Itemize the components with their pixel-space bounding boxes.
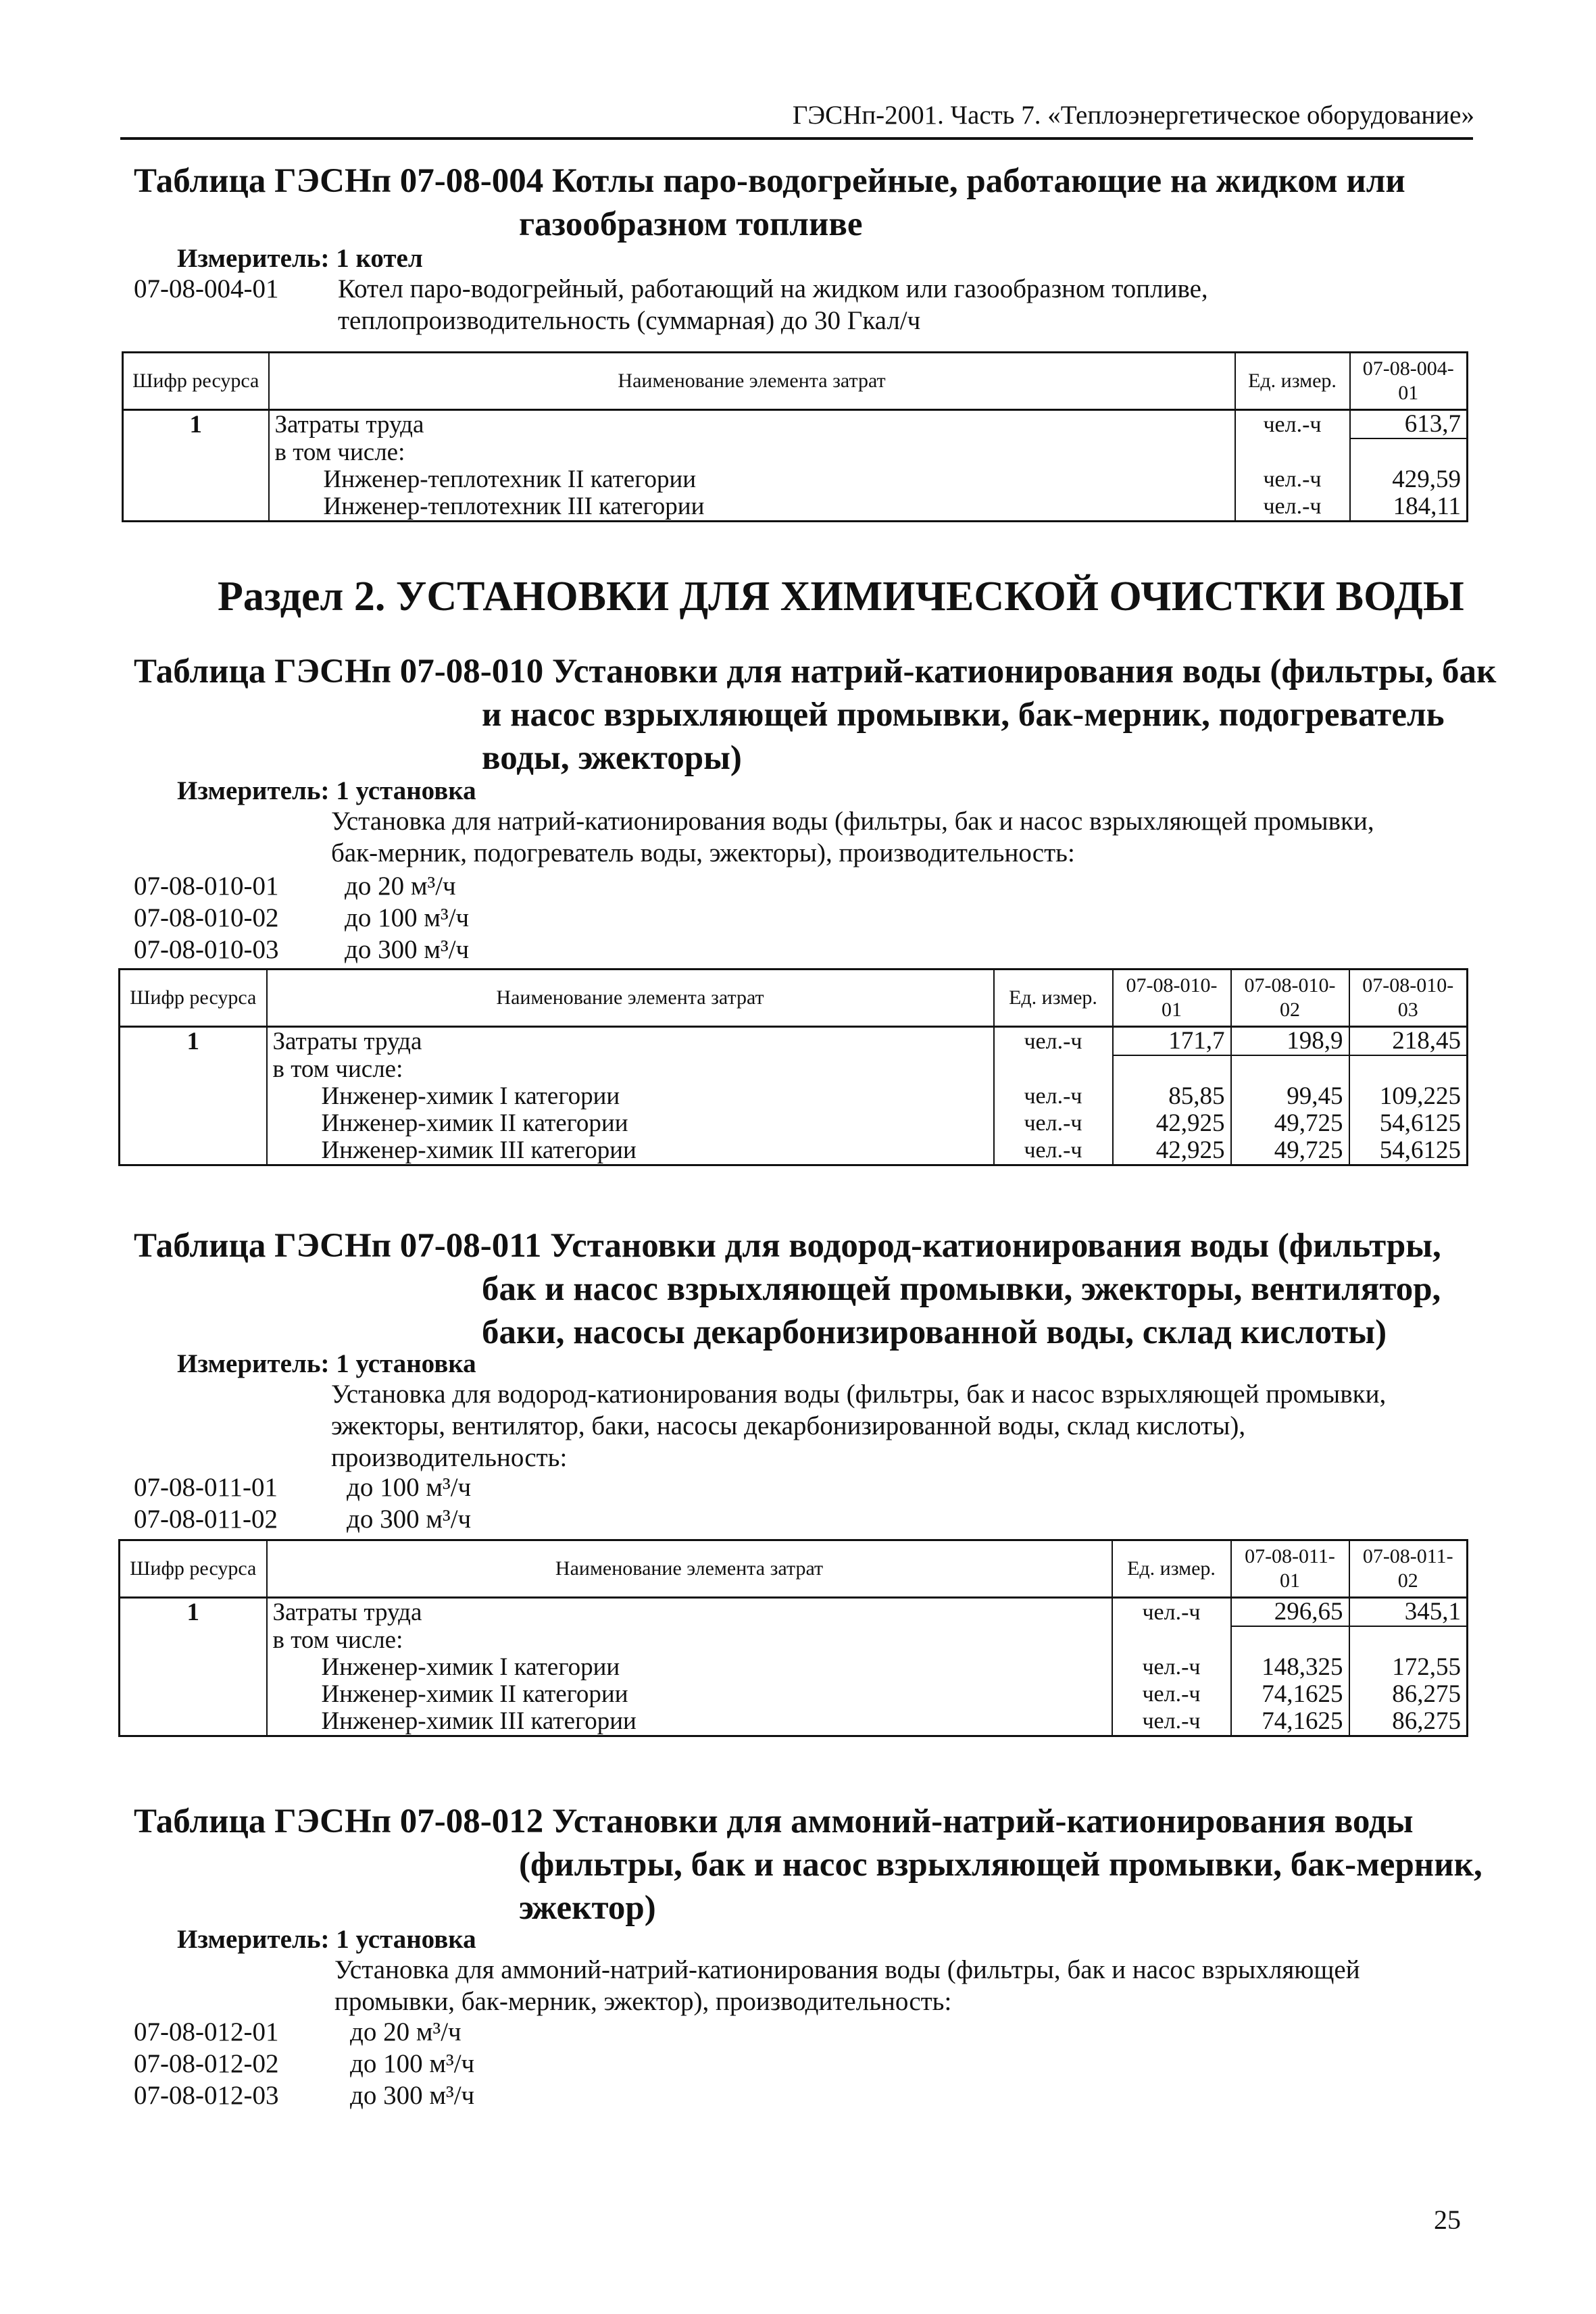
table-010-desc-line2: бак-мерник, подогреватель воды, эжекторы), производительность:	[331, 838, 1075, 867]
table-012-desc-line1: Установка для аммоний-натрий-катионирования воды (фильтры, бак и насос взрыхляющей	[334, 1955, 1360, 1984]
cell-value: 198,9	[1231, 1027, 1349, 1056]
col-header-unit: Ед. измер.	[1235, 353, 1350, 410]
cell-name: Инженер-теплотехник III категории	[269, 493, 1235, 522]
cell-value: 99,45	[1231, 1083, 1349, 1110]
item-code: 07-08-012-02	[134, 2049, 279, 2078]
cell-value: 613,7	[1350, 410, 1468, 439]
cell-name: Инженер-химик III категории	[267, 1708, 1112, 1736]
cell-value	[1231, 1055, 1349, 1083]
cell-name: Инженер-химик I категории	[267, 1083, 994, 1110]
cell-value: 429,59	[1350, 466, 1468, 493]
table-row	[120, 1027, 1468, 1056]
cell-value: 85,85	[1113, 1083, 1231, 1110]
cell-name: Затраты труда	[267, 1027, 994, 1056]
item-code: 07-08-010-01	[134, 872, 279, 901]
table-row	[120, 1055, 1468, 1083]
table-010-desc	[331, 805, 1374, 869]
cell-code	[120, 1083, 267, 1110]
item-code: 07-08-011-01	[134, 1473, 278, 1502]
cell-code	[123, 438, 269, 466]
header-rule	[120, 137, 1473, 140]
table-row	[120, 1681, 1468, 1708]
table-011-title-line2: бак и насос взрыхляющей промывки, эжекторы, вентилятор,	[482, 1270, 1441, 1308]
cell-value	[1113, 1055, 1231, 1083]
cell-value: 42,925	[1113, 1110, 1231, 1137]
col-header-010-02: 07-08-010-02	[1231, 970, 1349, 1027]
cell-value: 86,275	[1349, 1681, 1468, 1708]
cell-unit: чел.-ч	[1112, 1708, 1231, 1736]
list-item	[134, 2048, 474, 2080]
cell-code	[120, 1055, 267, 1083]
table-011-desc	[331, 1378, 1386, 1474]
cell-name: Инженер-химик II категории	[267, 1681, 1112, 1708]
cell-name: в том числе:	[267, 1626, 1112, 1654]
table-004-grid	[122, 351, 1468, 522]
col-header-name: Наименование элемента затрат	[267, 1540, 1112, 1598]
col-header-name: Наименование элемента затрат	[269, 353, 1235, 410]
table-011-title	[134, 1224, 1441, 1354]
list-item	[134, 870, 469, 902]
cell-value: 42,925	[1113, 1137, 1231, 1165]
table-row	[120, 1110, 1468, 1137]
col-header-010-01: 07-08-010-01	[1113, 970, 1231, 1027]
col-header-004-01: 07-08-004-01	[1350, 353, 1468, 410]
table-011-items	[134, 1472, 471, 1535]
cell-value: 54,6125	[1349, 1137, 1468, 1165]
cell-value: 218,45	[1349, 1027, 1468, 1056]
table-010-title-line2: и насос взрыхляющей промывки, бак-мерник, подогреватель	[482, 696, 1445, 734]
cell-value: 74,1625	[1231, 1708, 1349, 1736]
cell-code	[123, 466, 269, 493]
table-004-desc	[338, 273, 1208, 336]
item-code: 07-08-012-03	[134, 2081, 279, 2110]
cell-code	[123, 493, 269, 522]
cell-unit: чел.-ч	[1112, 1654, 1231, 1681]
item-code: 07-08-011-02	[134, 1505, 278, 1534]
cell-value: 49,725	[1231, 1110, 1349, 1137]
list-item	[134, 1503, 471, 1535]
table-010-items	[134, 870, 469, 965]
cell-unit: чел.-ч	[994, 1083, 1113, 1110]
cell-unit	[1112, 1626, 1231, 1654]
table-004-title-line1: Таблица ГЭСНп 07-08-004 Котлы паро-водогрейные, работающие на жидком или	[134, 162, 1405, 200]
table-010-title-line3: воды, эжекторы)	[482, 739, 742, 777]
list-item	[134, 2016, 474, 2048]
table-010-title-line1: Таблица ГЭСНп 07-08-010 Установки для натрий-катионирования воды (фильтры, бак	[134, 653, 1497, 690]
table-012-title	[134, 1800, 1482, 1930]
table-row	[123, 438, 1468, 466]
cell-name: Инженер-химик II категории	[267, 1110, 994, 1137]
cell-code	[120, 1681, 267, 1708]
list-item	[134, 902, 469, 934]
cell-name: Инженер-химик I категории	[267, 1654, 1112, 1681]
table-011-desc-line1: Установка для водород-катионирования воды (фильтры, бак и насос взрыхляющей промывки,	[331, 1380, 1387, 1409]
table-011-grid	[118, 1539, 1468, 1737]
cell-value: 109,225	[1349, 1083, 1468, 1110]
table-011-meter: Измеритель: 1 установка	[177, 1349, 476, 1378]
cell-unit	[1235, 438, 1350, 466]
cell-value	[1350, 438, 1468, 466]
cell-name: Затраты труда	[267, 1598, 1112, 1627]
table-010-meter: Измеритель: 1 установка	[177, 776, 476, 805]
table-row	[123, 466, 1468, 493]
cell-unit: чел.-ч	[994, 1137, 1113, 1165]
table-012-title-line1: Таблица ГЭСНп 07-08-012 Установки для аммоний-натрий-катионирования воды	[134, 1803, 1414, 1840]
table-row	[120, 1626, 1468, 1654]
table-row	[120, 1654, 1468, 1681]
cell-unit: чел.-ч	[1112, 1598, 1231, 1627]
cell-code	[120, 1626, 267, 1654]
cell-unit: чел.-ч	[994, 1027, 1113, 1056]
cell-value	[1349, 1055, 1468, 1083]
cell-name: в том числе:	[267, 1055, 994, 1083]
cell-value: 148,325	[1231, 1654, 1349, 1681]
running-header: ГЭСНп-2001. Часть 7. «Теплоэнергетическое оборудование»	[792, 101, 1474, 130]
table-row	[123, 493, 1468, 522]
list-item	[134, 934, 469, 965]
cell-value	[1231, 1626, 1349, 1654]
cell-value: 345,1	[1349, 1598, 1468, 1627]
cell-code: 1	[123, 410, 269, 439]
table-010-desc-line1: Установка для натрий-катионирования воды (фильтры, бак и насос взрыхляющей промывки,	[331, 807, 1374, 836]
cell-value: 86,275	[1349, 1708, 1468, 1736]
cell-value: 171,7	[1113, 1027, 1231, 1056]
cell-code	[120, 1708, 267, 1736]
table-004-title	[134, 159, 1405, 246]
table-004-code: 07-08-004-01	[134, 274, 279, 303]
table-010-grid	[118, 968, 1468, 1166]
table-row	[120, 1708, 1468, 1736]
table-012-title-line3: эжектор)	[519, 1889, 656, 1927]
cell-code	[120, 1110, 267, 1137]
item-text: до 100 м³/ч	[345, 903, 470, 932]
cell-name: Затраты труда	[269, 410, 1235, 439]
cell-unit: чел.-ч	[1235, 493, 1350, 522]
section-2-title: Раздел 2. УСТАНОВКИ ДЛЯ ХИМИЧЕСКОЙ ОЧИСТКИ ВОДЫ	[218, 574, 1464, 620]
cell-unit: чел.-ч	[1112, 1681, 1231, 1708]
cell-name: Инженер-теплотехник II категории	[269, 466, 1235, 493]
table-004-desc-line2: теплопроизводительность (суммарная) до 30 Гкал/ч	[338, 306, 921, 335]
col-header-unit: Ед. измер.	[1112, 1540, 1231, 1598]
cell-name: в том числе:	[269, 438, 1235, 466]
cell-code	[120, 1654, 267, 1681]
list-item	[134, 1472, 471, 1503]
cell-unit: чел.-ч	[1235, 410, 1350, 439]
cell-code: 1	[120, 1027, 267, 1056]
table-011-desc-line2: эжекторы, вентилятор, баки, насосы декарбонизированной воды, склад кислоты),	[331, 1411, 1246, 1440]
table-011-title-line1: Таблица ГЭСНп 07-08-011 Установки для водород-катионирования воды (фильтры,	[134, 1227, 1441, 1265]
list-item	[134, 2080, 474, 2111]
table-004-meter: Измеритель: 1 котел	[177, 244, 423, 273]
cell-unit	[994, 1055, 1113, 1083]
cell-name: Инженер-химик III категории	[267, 1137, 994, 1165]
col-header-resource: Шифр ресурса	[120, 1540, 267, 1598]
table-row	[120, 1083, 1468, 1110]
cell-value: 54,6125	[1349, 1110, 1468, 1137]
table-row	[120, 1137, 1468, 1165]
cell-value: 184,11	[1350, 493, 1468, 522]
table-011-desc-line3: производительность:	[331, 1443, 568, 1472]
cell-value	[1349, 1626, 1468, 1654]
cell-value: 296,65	[1231, 1598, 1349, 1627]
cell-value: 74,1625	[1231, 1681, 1349, 1708]
table-010-title	[134, 650, 1496, 780]
item-text: до 300 м³/ч	[345, 935, 470, 964]
item-text: до 20 м³/ч	[350, 2017, 462, 2046]
cell-value: 172,55	[1349, 1654, 1468, 1681]
item-text: до 300 м³/ч	[350, 2081, 475, 2110]
col-header-unit: Ед. измер.	[994, 970, 1113, 1027]
table-012-items	[134, 2016, 474, 2111]
cell-code: 1	[120, 1598, 267, 1627]
table-row	[123, 410, 1468, 439]
col-header-resource: Шифр ресурса	[120, 970, 267, 1027]
table-row	[120, 1598, 1468, 1627]
item-code: 07-08-010-02	[134, 903, 279, 932]
table-004-title-line2: газообразном топливе	[519, 205, 863, 243]
table-004-desc-line1: Котел паро-водогрейный, работающий на жидком или газообразном топливе,	[338, 274, 1208, 303]
item-text: до 20 м³/ч	[345, 872, 456, 901]
table-012-desc-line2: промывки, бак-мерник, эжектор), производительность:	[334, 1987, 952, 2016]
item-code: 07-08-010-03	[134, 935, 279, 964]
table-012-title-line2: (фильтры, бак и насос взрыхляющей промывки, бак-мерник,	[519, 1846, 1482, 1884]
col-header-011-01: 07-08-011-01	[1231, 1540, 1349, 1598]
cell-unit: чел.-ч	[994, 1110, 1113, 1137]
col-header-name: Наименование элемента затрат	[267, 970, 994, 1027]
table-012-meter: Измеритель: 1 установка	[177, 1925, 476, 1954]
table-012-desc	[334, 1954, 1360, 2017]
item-code: 07-08-012-01	[134, 2017, 279, 2046]
col-header-011-02: 07-08-011-02	[1349, 1540, 1468, 1598]
cell-value: 49,725	[1231, 1137, 1349, 1165]
item-text: до 100 м³/ч	[350, 2049, 475, 2078]
cell-code	[120, 1137, 267, 1165]
table-011-title-line3: баки, насосы декарбонизированной воды, склад кислоты)	[482, 1313, 1387, 1351]
col-header-010-03: 07-08-010-03	[1349, 970, 1468, 1027]
col-header-resource: Шифр ресурса	[123, 353, 269, 410]
item-text: до 100 м³/ч	[347, 1473, 472, 1502]
cell-unit: чел.-ч	[1235, 466, 1350, 493]
item-text: до 300 м³/ч	[347, 1505, 472, 1534]
page-number: 25	[1434, 2205, 1461, 2235]
